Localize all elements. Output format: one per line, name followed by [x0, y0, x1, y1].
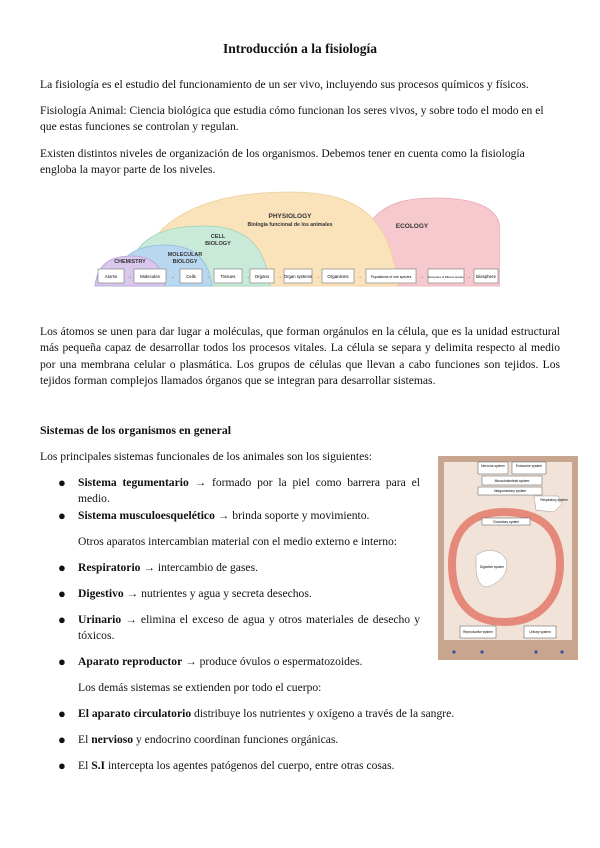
label-physiology-sub: Biología funcional de los animales — [247, 222, 333, 228]
bullet-dot: ● — [58, 475, 66, 490]
arrow-icon: → — [205, 274, 210, 280]
box-ecosystem-label: Ecosystem of different species — [428, 276, 464, 279]
arrow-icon: → — [245, 274, 250, 280]
box-molecules-label: Molecules — [140, 274, 160, 279]
label-molecular: MOLECULAR — [167, 252, 203, 258]
box-cells-label: Cells — [186, 274, 196, 279]
paragraph-systems-intro: Los principales sistemas funcionales de los animales son los siguientes: — [40, 450, 372, 463]
bullet-term: Sistema musculoesquelético — [78, 509, 215, 522]
output-dot — [452, 650, 455, 653]
label-physiology: PHYSIOLOGY — [268, 213, 312, 220]
body-systems-diagram — [438, 456, 578, 660]
box-tissues-label: Tissues — [220, 274, 236, 279]
bullet-text: distribuye los nutrientes y oxígeno a través de la sangre. — [191, 707, 455, 720]
bullet-text: → elimina el exceso de agua y otros materiales de desecho y tóxicos. — [78, 613, 420, 642]
label-ecology: ECOLOGY — [395, 223, 429, 230]
bullet-text: y endocrino coordinan funciones orgánicas. — [133, 733, 339, 746]
level-boxes — [98, 269, 498, 283]
box-atoms-label: Atoms — [104, 274, 118, 279]
bullet-dot: ● — [58, 508, 66, 523]
bullet-term: S.I — [91, 759, 106, 772]
bullet-dot: ● — [58, 732, 66, 747]
bullet-dot: ● — [58, 654, 66, 669]
label-chemistry: CHEMISTRY — [114, 259, 146, 265]
musculo-label: Musculoskeletal system — [494, 479, 530, 483]
bullet-text: → nutrientes y agua y secreta desechos. — [123, 587, 312, 600]
arrow-icon: → — [277, 274, 282, 280]
arrow-icon: → — [315, 274, 320, 280]
arrow-icon: → — [127, 274, 132, 280]
paragraph-animal-physiology: Fisiología Animal: Ciencia biológica que estudia cómo funcionan los seres vivos, y sobre todo el modo en el que estas funciones se controlan y regulan. — [40, 104, 544, 134]
bullet-term: Aparato reproductor — [78, 655, 183, 668]
note-whole-body: Los demás sistemas se extienden por todo el cuerpo: — [78, 681, 322, 694]
bullet-dot: ● — [58, 560, 66, 575]
bullet-prefix: El — [78, 759, 92, 772]
bullet-term: Respiratorio — [78, 561, 141, 574]
output-dot — [534, 650, 537, 653]
box-organs-label: Organs — [254, 274, 270, 279]
paragraph-levels: Existen distintos niveles de organización de los organismos. Debemos tener en cuenta como la fisiología engloba la mayor parte de los niveles. — [40, 147, 525, 177]
arrow-icon: → — [419, 274, 424, 280]
endocrine-label: Endocrine system — [515, 464, 543, 468]
label-molecular-biology: BIOLOGY — [172, 259, 198, 265]
bullet-term: nervioso — [91, 733, 134, 746]
urinary-label: Urinary system — [529, 630, 551, 634]
bullet-dot: ● — [58, 758, 66, 773]
note-exchange: Otros aparatos intercambian material con el medio externo e interno: — [78, 535, 398, 548]
bullet-term: El aparato circulatorio — [78, 707, 192, 720]
digest-label: Digestive system — [479, 565, 505, 569]
paragraph-atoms: Los átomos se unen para dar lugar a moléculas, que forman orgánulos en la célula, que es la unidad estructural más pequeña capaz de desarrollar todos los procesos vitales. La célula se separa y delimita respecto al medio por una membrana celular o plasmática. Los grupos de células que llevan a cabo funciones son tejidos. Los tejidos forman complejos llamados órganos que se integran para desarrollar sistemas. — [40, 325, 560, 388]
box-biosphere-label: Biosphere — [476, 274, 496, 279]
bullet-term: Urinario — [78, 613, 122, 626]
body-systems-svg — [438, 456, 578, 660]
box-organ-systems-label: Organ systems — [283, 274, 313, 279]
bullet-dot: ● — [58, 612, 66, 627]
arrow-icon: → — [466, 274, 471, 280]
section-heading: Sistemas de los organismos en general — [40, 423, 232, 437]
arrow-icon: → — [170, 274, 175, 280]
box-populations-label: Populations of one species — [370, 275, 412, 279]
output-dot — [560, 650, 563, 653]
bullet-dot: ● — [58, 706, 66, 721]
page-title: Introducción a la fisiología — [223, 41, 377, 56]
bullet-text: → intercambio de gases. — [140, 561, 258, 574]
output-dot — [480, 650, 483, 653]
bullet-text: → brinda soporte y movimiento. — [214, 509, 370, 522]
bullet-prefix: El — [78, 733, 92, 746]
label-cell-biology: BIOLOGY — [205, 241, 231, 247]
bullet-dot: ● — [58, 586, 66, 601]
resp-label: Respiratory system — [540, 498, 568, 502]
circ-label: Circulatory system — [492, 520, 520, 524]
organization-levels-diagram — [90, 190, 500, 290]
paragraph-definition: La fisiología es el estudio del funcionamiento de un ser vivo, incluyendo sus procesos químicos y físicos. — [40, 78, 529, 91]
nervous-label: Nervous system — [481, 464, 505, 468]
organization-levels-svg — [90, 190, 500, 290]
arrow-icon: → — [357, 274, 362, 280]
bullet-text: → produce óvulos o espermatozoides. — [182, 655, 363, 668]
bullet-text: → formado por la piel como barrera para el medio. — [78, 476, 420, 505]
bullet-term: Digestivo — [78, 587, 124, 600]
repro-label: Reproductive system — [463, 630, 493, 634]
integ-label: Integumentary system — [493, 489, 527, 493]
bullet-text: intercepta los agentes patógenos del cuerpo, entre otras cosas. — [105, 759, 395, 772]
box-organisms-label: Organisms — [327, 274, 349, 279]
label-cell: CELL — [210, 234, 226, 240]
bullet-term: Sistema tegumentario — [78, 476, 189, 489]
